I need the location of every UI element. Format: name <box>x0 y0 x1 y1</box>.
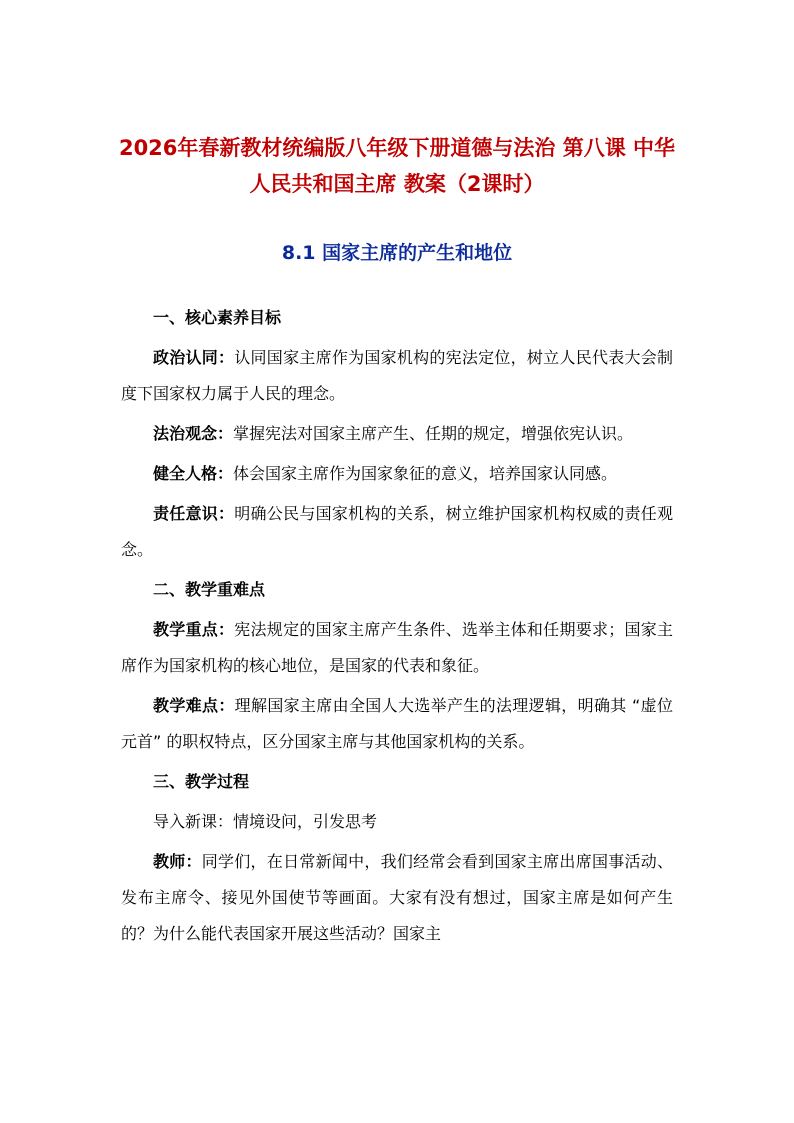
document-body <box>121 300 673 956</box>
keypoint-item <box>121 612 673 684</box>
teacher-text: 同学们，在日常新闻中，我们经常会看到国家主席出席国事活动、发布主席令、接见外国使节等画面。大家有没有想过，国家主席是如何产生的？为什么能代表国家开展这些活动？国家主 <box>121 852 673 943</box>
goal-text: 认同国家主席作为国家机构的宪法定位，树立人民代表大会制度下国家权力属于人民的理念。 <box>121 348 673 403</box>
process-intro: 导入新课：情境设问，引发思考 <box>153 812 378 831</box>
keypoint-text: 宪法规定的国家主席产生条件、选举主体和任期要求；国家主席作为国家机构的核心地位，是国家的代表和象征。 <box>121 620 673 675</box>
keypoint-label: 教学难点： <box>153 696 235 715</box>
keypoint-label: 教学重点： <box>153 620 235 639</box>
teacher-label: 教师： <box>153 852 202 871</box>
goal-item <box>121 340 673 412</box>
goal-item <box>121 496 673 568</box>
goal-text: 明确公民与国家机构的关系，树立维护国家机构权威的责任观念。 <box>121 504 673 559</box>
goal-label: 政治认同： <box>153 348 235 367</box>
keypoints-heading: 二、教学重难点 <box>153 580 266 599</box>
process-heading: 三、教学过程 <box>153 772 250 791</box>
goal-text: 体会国家主席作为国家象征的意义，培养国家认同感。 <box>233 464 618 483</box>
keypoint-text: 理解国家主席由全国人大选举产生的法理逻辑，明确其 “虚位元首” 的职权特点，区分国家主席与其他国家机构的关系。 <box>121 696 673 751</box>
goal-text: 掌握宪法对国家主席产生、任期的规定，增强依宪认识。 <box>233 424 634 443</box>
keypoint-item <box>121 688 673 760</box>
goal-label: 健全人格： <box>153 464 234 483</box>
teacher-paragraph <box>121 844 673 952</box>
goals-heading: 一、核心素养目标 <box>153 308 282 327</box>
goal-label: 法治观念： <box>153 424 234 443</box>
document-title: 2026年春新教材统编版八年级下册道德与法治 第八课 中华人民共和国主席 教案（2课时） <box>118 136 676 196</box>
section-subtitle: 8.1 国家主席的产生和地位 <box>281 242 513 264</box>
goal-item <box>121 416 673 452</box>
goal-item <box>121 456 673 492</box>
goal-label: 责任意识： <box>153 504 235 523</box>
